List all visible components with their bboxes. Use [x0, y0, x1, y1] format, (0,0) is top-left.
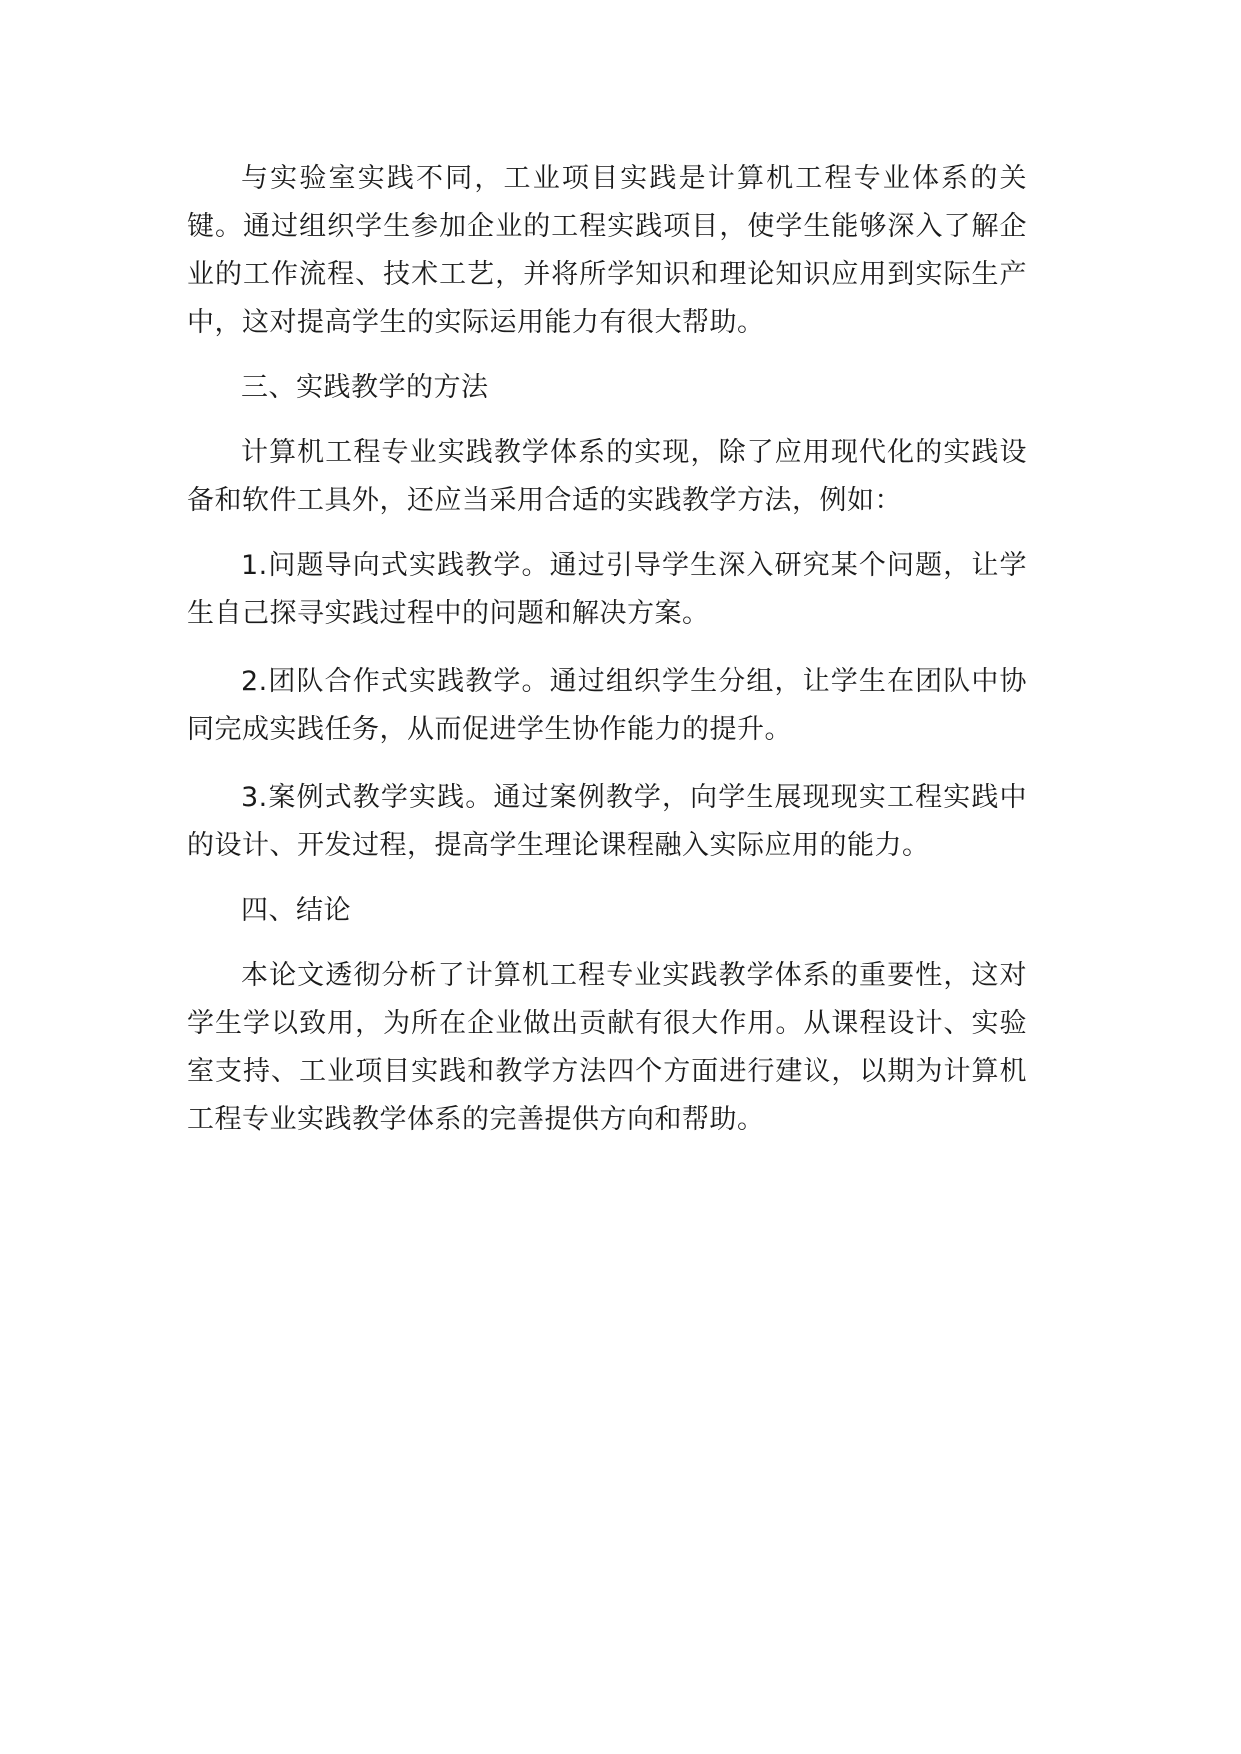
- section-heading-conclusion: 四、结论: [241, 895, 351, 926]
- list-item-case-teaching: 3.案例式教学实践。通过案例教学，向学生展现现实工程实践中的设计、开发过程，提高学生理论课程融入实际应用的能力。: [187, 782, 1027, 861]
- list-item-problem-oriented: 1.问题导向式实践教学。通过引导学生深入研究某个问题，让学生自己探寻实践过程中的问题和解决方案。: [187, 550, 1027, 629]
- paragraph-industrial-practice: 与实验室实践不同，工业项目实践是计算机工程专业体系的关键。通过组织学生参加企业的工程实践项目，使学生能够深入了解企业的工作流程、技术工艺，并将所学知识和理论知识应用到实际生产中，这对提高学生的实际运用能力有很大帮助。: [187, 163, 1027, 338]
- list-item-team-cooperation: 2.团队合作式实践教学。通过组织学生分组，让学生在团队中协同完成实践任务，从而促进学生协作能力的提升。: [187, 666, 1027, 745]
- paragraph-methods-intro: 计算机工程专业实践教学体系的实现，除了应用现代化的实践设备和软件工具外，还应当采用合适的实践教学方法，例如：: [187, 437, 1027, 516]
- section-heading-methods: 三、实践教学的方法: [241, 372, 489, 403]
- document-page: [187, 155, 1027, 1144]
- paragraph-conclusion: 本论文透彻分析了计算机工程专业实践教学体系的重要性，这对学生学以致用，为所在企业做出贡献有很大作用。从课程设计、实验室支持、工业项目实践和教学方法四个方面进行建议，以期为计算机工程专业实践教学体系的完善提供方向和帮助。: [187, 960, 1027, 1135]
